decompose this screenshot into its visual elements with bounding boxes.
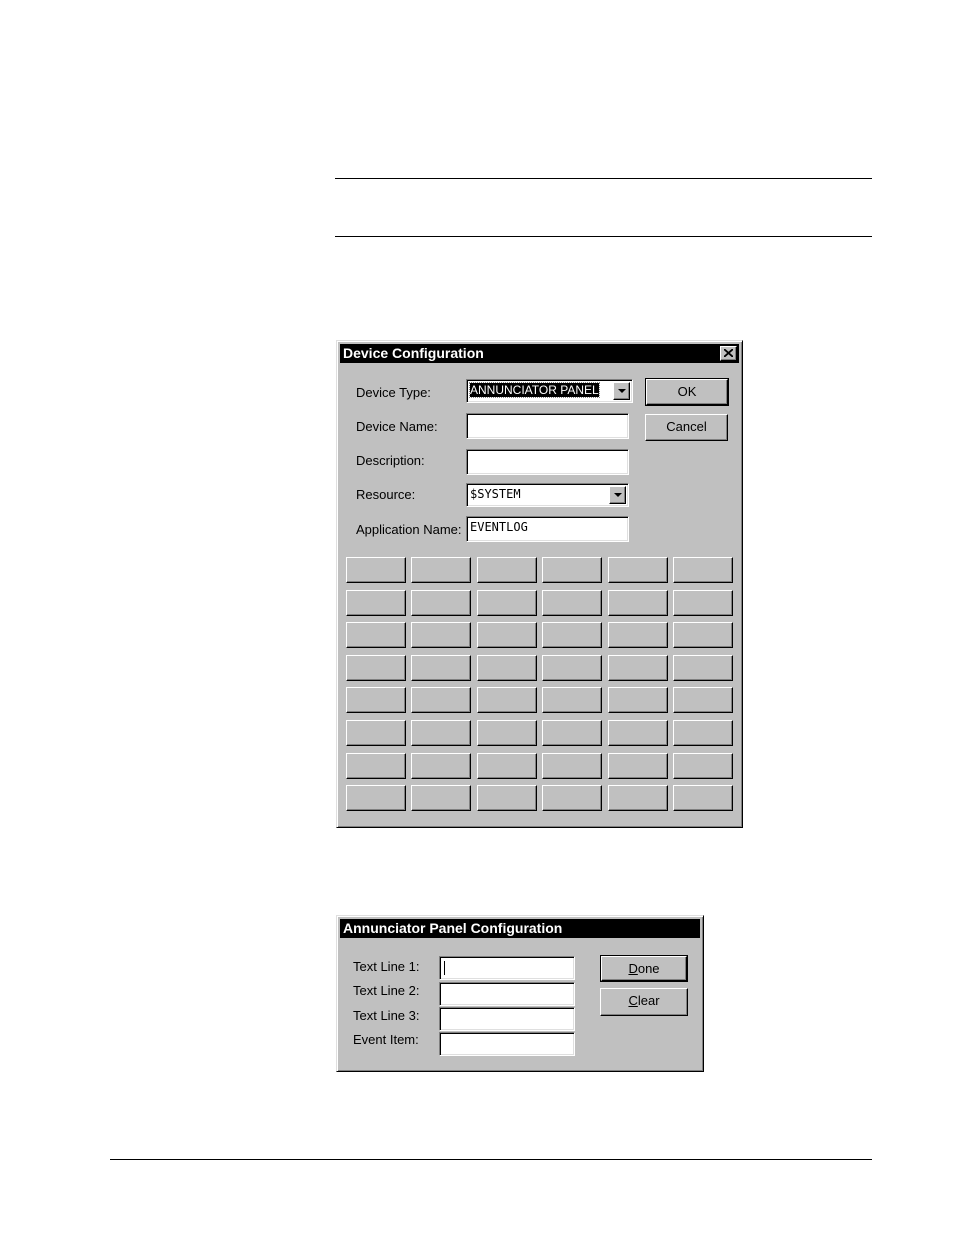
- grid-button-r7-c4[interactable]: [542, 753, 602, 779]
- device-type-value: ANNUNCIATOR PANEL: [470, 383, 599, 397]
- top-rule-1: [335, 178, 872, 179]
- text-line-1-label: Text Line 1:: [353, 959, 420, 974]
- grid-button-r5-c2[interactable]: [411, 687, 471, 713]
- grid-button-r5-c4[interactable]: [542, 687, 602, 713]
- device-name-input[interactable]: [466, 413, 629, 439]
- device-configuration-titlebar: [340, 344, 739, 363]
- button-grid: [346, 557, 734, 814]
- grid-button-r6-c4[interactable]: [542, 720, 602, 746]
- grid-button-r6-c3[interactable]: [477, 720, 537, 746]
- application-name-input[interactable]: EVENTLOG: [466, 516, 629, 542]
- grid-button-r3-c5[interactable]: [608, 622, 668, 648]
- clear-button[interactable]: [600, 988, 688, 1016]
- grid-button-r3-c2[interactable]: [411, 622, 471, 648]
- device-name-label: Device Name:: [356, 419, 438, 434]
- grid-button-r2-c2[interactable]: [411, 590, 471, 616]
- application-name-label: Application Name:: [356, 522, 462, 537]
- grid-button-r4-c5[interactable]: [608, 655, 668, 681]
- annunciator-panel-configuration-dialog: [336, 915, 704, 1072]
- text-line-2-input[interactable]: [439, 982, 575, 1006]
- grid-button-r5-c1[interactable]: [346, 687, 406, 713]
- grid-button-r8-c4[interactable]: [542, 785, 602, 811]
- device-type-label: Device Type:: [356, 385, 431, 400]
- grid-button-r4-c2[interactable]: [411, 655, 471, 681]
- grid-button-r5-c3[interactable]: [477, 687, 537, 713]
- grid-button-r3-c6[interactable]: [673, 622, 733, 648]
- grid-button-r2-c5[interactable]: [608, 590, 668, 616]
- grid-button-r6-c5[interactable]: [608, 720, 668, 746]
- description-input[interactable]: [466, 449, 629, 475]
- text-line-2-label: Text Line 2:: [353, 983, 420, 998]
- resource-value: $SYSTEM: [470, 487, 521, 501]
- event-item-label: Event Item:: [353, 1032, 419, 1047]
- grid-button-r7-c5[interactable]: [608, 753, 668, 779]
- grid-button-r6-c2[interactable]: [411, 720, 471, 746]
- grid-button-r1-c1[interactable]: [346, 557, 406, 583]
- grid-button-r1-c3[interactable]: [477, 557, 537, 583]
- grid-button-r7-c1[interactable]: [346, 753, 406, 779]
- cancel-button[interactable]: Cancel: [645, 414, 728, 441]
- device-configuration-dialog: [336, 340, 743, 828]
- event-item-input[interactable]: [439, 1032, 575, 1056]
- close-icon: [724, 349, 733, 357]
- done-label-rest: one: [637, 961, 660, 976]
- device-type-dropdown-button[interactable]: [613, 382, 630, 400]
- grid-button-r4-c6[interactable]: [673, 655, 733, 681]
- resource-label: Resource:: [356, 487, 416, 502]
- grid-button-r2-c6[interactable]: [673, 590, 733, 616]
- grid-button-r8-c6[interactable]: [673, 785, 733, 811]
- grid-button-r8-c3[interactable]: [477, 785, 537, 811]
- grid-button-r7-c3[interactable]: [477, 753, 537, 779]
- grid-button-r3-c3[interactable]: [477, 622, 537, 648]
- text-line-1-input[interactable]: [439, 956, 575, 980]
- grid-button-r8-c2[interactable]: [411, 785, 471, 811]
- resource-select[interactable]: [466, 483, 629, 507]
- clear-accelerator: C: [628, 993, 638, 1008]
- grid-button-r8-c1[interactable]: [346, 785, 406, 811]
- grid-button-r5-c5[interactable]: [608, 687, 668, 713]
- text-line-3-label: Text Line 3:: [353, 1008, 420, 1023]
- grid-button-r2-c1[interactable]: [346, 590, 406, 616]
- grid-button-r3-c1[interactable]: [346, 622, 406, 648]
- grid-button-r1-c5[interactable]: [608, 557, 668, 583]
- grid-button-r6-c6[interactable]: [673, 720, 733, 746]
- grid-button-r1-c4[interactable]: [542, 557, 602, 583]
- grid-button-r2-c4[interactable]: [542, 590, 602, 616]
- grid-button-r5-c6[interactable]: [673, 687, 733, 713]
- grid-button-r7-c6[interactable]: [673, 753, 733, 779]
- grid-button-r4-c3[interactable]: [477, 655, 537, 681]
- annunciator-titlebar: [340, 919, 700, 938]
- grid-button-r1-c6[interactable]: [673, 557, 733, 583]
- grid-button-r3-c4[interactable]: [542, 622, 602, 648]
- text-line-3-input[interactable]: [439, 1007, 575, 1031]
- done-accelerator: D: [628, 961, 638, 976]
- dialog-title: Annunciator Panel Configuration: [343, 920, 563, 936]
- ok-button[interactable]: OK: [646, 379, 728, 405]
- grid-button-r7-c2[interactable]: [411, 753, 471, 779]
- clear-label-rest: lear: [637, 993, 660, 1008]
- grid-button-r2-c3[interactable]: [477, 590, 537, 616]
- top-rule-2: [335, 236, 872, 237]
- grid-button-r6-c1[interactable]: [346, 720, 406, 746]
- grid-button-r4-c4[interactable]: [542, 655, 602, 681]
- dialog-title: Device Configuration: [343, 345, 484, 361]
- description-label: Description:: [356, 453, 425, 468]
- done-button[interactable]: [601, 956, 687, 981]
- grid-button-r1-c2[interactable]: [411, 557, 471, 583]
- text-cursor: [444, 961, 445, 975]
- device-type-select[interactable]: [466, 379, 633, 403]
- grid-button-r4-c1[interactable]: [346, 655, 406, 681]
- resource-dropdown-button[interactable]: [609, 486, 626, 504]
- footer-rule: [110, 1159, 872, 1160]
- close-button[interactable]: [720, 346, 737, 361]
- grid-button-r8-c5[interactable]: [608, 785, 668, 811]
